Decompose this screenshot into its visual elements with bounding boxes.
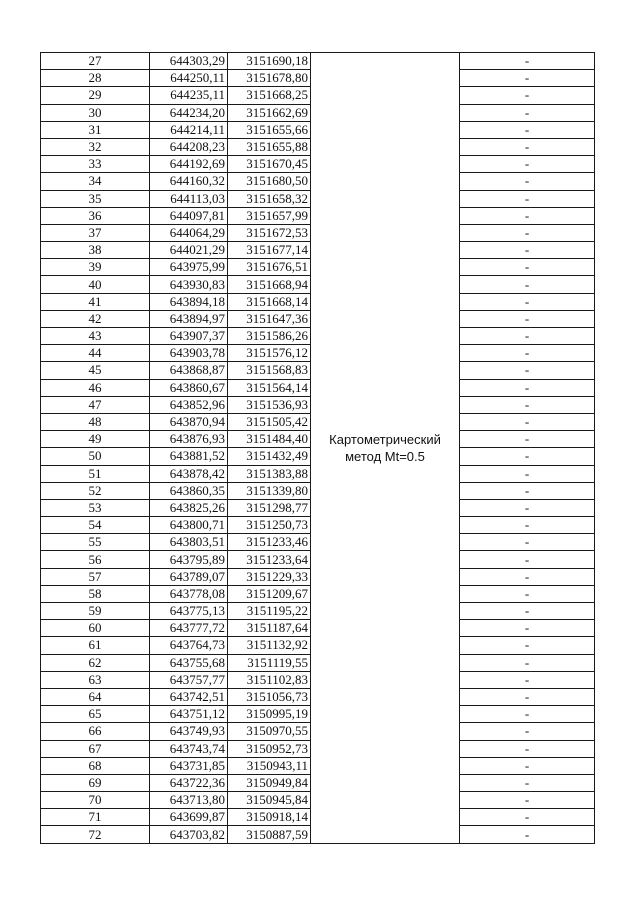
accuracy-cell: - — [460, 224, 595, 241]
accuracy-cell: - — [460, 328, 595, 345]
x-coordinate-cell: 643868,87 — [150, 362, 228, 379]
coordinates-table-body — [41, 53, 595, 844]
y-coordinate-cell: 3151655,66 — [228, 121, 311, 138]
point-number-cell: 57 — [41, 568, 150, 585]
x-coordinate-cell: 643876,93 — [150, 431, 228, 448]
x-coordinate-cell: 644097,81 — [150, 207, 228, 224]
accuracy-cell: - — [460, 156, 595, 173]
y-coordinate-cell: 3151229,33 — [228, 568, 311, 585]
x-coordinate-cell: 644064,29 — [150, 224, 228, 241]
accuracy-cell: - — [460, 207, 595, 224]
y-coordinate-cell: 3150952,73 — [228, 740, 311, 757]
accuracy-cell: - — [460, 482, 595, 499]
y-coordinate-cell: 3151676,51 — [228, 259, 311, 276]
x-coordinate-cell: 643722,36 — [150, 774, 228, 791]
y-coordinate-cell: 3151056,73 — [228, 688, 311, 705]
point-number-cell: 45 — [41, 362, 150, 379]
accuracy-cell: - — [460, 259, 595, 276]
x-coordinate-cell: 643764,73 — [150, 637, 228, 654]
y-coordinate-cell: 3151383,88 — [228, 465, 311, 482]
x-coordinate-cell: 643860,67 — [150, 379, 228, 396]
x-coordinate-cell: 643930,83 — [150, 276, 228, 293]
point-number-cell: 46 — [41, 379, 150, 396]
point-number-cell: 38 — [41, 242, 150, 259]
accuracy-cell: - — [460, 671, 595, 688]
accuracy-cell: - — [460, 138, 595, 155]
accuracy-cell: - — [460, 568, 595, 585]
y-coordinate-cell: 3151432,49 — [228, 448, 311, 465]
point-number-cell: 55 — [41, 534, 150, 551]
x-coordinate-cell: 643742,51 — [150, 688, 228, 705]
point-number-cell: 44 — [41, 345, 150, 362]
point-number-cell: 52 — [41, 482, 150, 499]
x-coordinate-cell: 644113,03 — [150, 190, 228, 207]
x-coordinate-cell: 643777,72 — [150, 620, 228, 637]
y-coordinate-cell: 3151484,40 — [228, 431, 311, 448]
y-coordinate-cell: 3151672,53 — [228, 224, 311, 241]
point-number-cell: 51 — [41, 465, 150, 482]
y-coordinate-cell: 3151209,67 — [228, 585, 311, 602]
point-number-cell: 58 — [41, 585, 150, 602]
y-coordinate-cell: 3151657,99 — [228, 207, 311, 224]
point-number-cell: 56 — [41, 551, 150, 568]
accuracy-cell: - — [460, 637, 595, 654]
point-number-cell: 72 — [41, 826, 150, 843]
point-number-cell: 67 — [41, 740, 150, 757]
point-number-cell: 61 — [41, 637, 150, 654]
point-number-cell: 42 — [41, 310, 150, 327]
y-coordinate-cell: 3151536,93 — [228, 396, 311, 413]
y-coordinate-cell: 3151119,55 — [228, 654, 311, 671]
accuracy-cell: - — [460, 310, 595, 327]
x-coordinate-cell: 643757,77 — [150, 671, 228, 688]
x-coordinate-cell: 643894,18 — [150, 293, 228, 310]
y-coordinate-cell: 3151677,14 — [228, 242, 311, 259]
point-number-cell: 32 — [41, 138, 150, 155]
y-coordinate-cell: 3151564,14 — [228, 379, 311, 396]
x-coordinate-cell: 644021,29 — [150, 242, 228, 259]
y-coordinate-cell: 3150887,59 — [228, 826, 311, 843]
method-cell — [311, 53, 460, 844]
point-number-cell: 70 — [41, 792, 150, 809]
x-coordinate-cell: 643755,68 — [150, 654, 228, 671]
accuracy-cell: - — [460, 413, 595, 430]
accuracy-cell: - — [460, 465, 595, 482]
x-coordinate-cell: 643881,52 — [150, 448, 228, 465]
y-coordinate-cell: 3151647,36 — [228, 310, 311, 327]
accuracy-cell: - — [460, 448, 595, 465]
point-number-cell: 66 — [41, 723, 150, 740]
x-coordinate-cell: 643894,97 — [150, 310, 228, 327]
accuracy-cell: - — [460, 585, 595, 602]
accuracy-cell: - — [460, 774, 595, 791]
x-coordinate-cell: 643743,74 — [150, 740, 228, 757]
x-coordinate-cell: 643713,80 — [150, 792, 228, 809]
x-coordinate-cell: 643795,89 — [150, 551, 228, 568]
point-number-cell: 63 — [41, 671, 150, 688]
x-coordinate-cell: 644234,20 — [150, 104, 228, 121]
accuracy-cell: - — [460, 345, 595, 362]
point-number-cell: 31 — [41, 121, 150, 138]
accuracy-cell: - — [460, 362, 595, 379]
accuracy-cell: - — [460, 53, 595, 70]
x-coordinate-cell: 643860,35 — [150, 482, 228, 499]
accuracy-cell: - — [460, 87, 595, 104]
x-coordinate-cell: 644214,11 — [150, 121, 228, 138]
x-coordinate-cell: 644192,69 — [150, 156, 228, 173]
x-coordinate-cell: 644235,11 — [150, 87, 228, 104]
x-coordinate-cell: 644250,11 — [150, 70, 228, 87]
y-coordinate-cell: 3150945,84 — [228, 792, 311, 809]
method-label-line2: метод Mt=0.5 — [345, 448, 425, 464]
x-coordinate-cell: 643703,82 — [150, 826, 228, 843]
accuracy-cell: - — [460, 70, 595, 87]
point-number-cell: 49 — [41, 431, 150, 448]
point-number-cell: 69 — [41, 774, 150, 791]
y-coordinate-cell: 3151658,32 — [228, 190, 311, 207]
x-coordinate-cell: 643731,85 — [150, 757, 228, 774]
y-coordinate-cell: 3151662,69 — [228, 104, 311, 121]
y-coordinate-cell: 3151233,64 — [228, 551, 311, 568]
point-number-cell: 62 — [41, 654, 150, 671]
x-coordinate-cell: 643800,71 — [150, 517, 228, 534]
y-coordinate-cell: 3151678,80 — [228, 70, 311, 87]
x-coordinate-cell: 643907,37 — [150, 328, 228, 345]
point-number-cell: 71 — [41, 809, 150, 826]
point-number-cell: 59 — [41, 603, 150, 620]
x-coordinate-cell: 643852,96 — [150, 396, 228, 413]
y-coordinate-cell: 3151670,45 — [228, 156, 311, 173]
point-number-cell: 50 — [41, 448, 150, 465]
point-number-cell: 40 — [41, 276, 150, 293]
accuracy-cell: - — [460, 242, 595, 259]
accuracy-cell: - — [460, 276, 595, 293]
point-number-cell: 53 — [41, 499, 150, 516]
accuracy-cell: - — [460, 517, 595, 534]
accuracy-cell: - — [460, 723, 595, 740]
x-coordinate-cell: 643749,93 — [150, 723, 228, 740]
point-number-cell: 30 — [41, 104, 150, 121]
y-coordinate-cell: 3151668,14 — [228, 293, 311, 310]
y-coordinate-cell: 3150918,14 — [228, 809, 311, 826]
y-coordinate-cell: 3150970,55 — [228, 723, 311, 740]
point-number-cell: 39 — [41, 259, 150, 276]
x-coordinate-cell: 643775,13 — [150, 603, 228, 620]
accuracy-cell: - — [460, 688, 595, 705]
accuracy-cell: - — [460, 499, 595, 516]
accuracy-cell: - — [460, 534, 595, 551]
accuracy-cell: - — [460, 431, 595, 448]
x-coordinate-cell: 643825,26 — [150, 499, 228, 516]
y-coordinate-cell: 3151655,88 — [228, 138, 311, 155]
x-coordinate-cell: 643751,12 — [150, 706, 228, 723]
accuracy-cell: - — [460, 551, 595, 568]
accuracy-cell: - — [460, 190, 595, 207]
y-coordinate-cell: 3150949,84 — [228, 774, 311, 791]
x-coordinate-cell: 643903,78 — [150, 345, 228, 362]
point-number-cell: 28 — [41, 70, 150, 87]
point-number-cell: 60 — [41, 620, 150, 637]
y-coordinate-cell: 3151568,83 — [228, 362, 311, 379]
y-coordinate-cell: 3151668,25 — [228, 87, 311, 104]
accuracy-cell: - — [460, 826, 595, 843]
point-number-cell: 41 — [41, 293, 150, 310]
y-coordinate-cell: 3151132,92 — [228, 637, 311, 654]
point-number-cell: 48 — [41, 413, 150, 430]
accuracy-cell: - — [460, 740, 595, 757]
coordinates-table — [40, 52, 595, 844]
accuracy-cell: - — [460, 104, 595, 121]
x-coordinate-cell: 643975,99 — [150, 259, 228, 276]
y-coordinate-cell: 3151195,22 — [228, 603, 311, 620]
point-number-cell: 43 — [41, 328, 150, 345]
accuracy-cell: - — [460, 654, 595, 671]
y-coordinate-cell: 3151187,64 — [228, 620, 311, 637]
point-number-cell: 37 — [41, 224, 150, 241]
y-coordinate-cell: 3151102,83 — [228, 671, 311, 688]
y-coordinate-cell: 3151233,46 — [228, 534, 311, 551]
point-number-cell: 64 — [41, 688, 150, 705]
point-number-cell: 36 — [41, 207, 150, 224]
x-coordinate-cell: 643878,42 — [150, 465, 228, 482]
accuracy-cell: - — [460, 792, 595, 809]
accuracy-cell: - — [460, 603, 595, 620]
y-coordinate-cell: 3150943,11 — [228, 757, 311, 774]
point-number-cell: 68 — [41, 757, 150, 774]
table-row — [41, 53, 595, 70]
method-label-line1: Картометрический — [329, 431, 441, 447]
x-coordinate-cell: 643803,51 — [150, 534, 228, 551]
point-number-cell: 35 — [41, 190, 150, 207]
x-coordinate-cell: 643870,94 — [150, 413, 228, 430]
accuracy-cell: - — [460, 706, 595, 723]
y-coordinate-cell: 3151250,73 — [228, 517, 311, 534]
accuracy-cell: - — [460, 757, 595, 774]
accuracy-cell: - — [460, 379, 595, 396]
x-coordinate-cell: 643789,07 — [150, 568, 228, 585]
accuracy-cell: - — [460, 293, 595, 310]
y-coordinate-cell: 3151576,12 — [228, 345, 311, 362]
point-number-cell: 54 — [41, 517, 150, 534]
accuracy-cell: - — [460, 396, 595, 413]
point-number-cell: 33 — [41, 156, 150, 173]
y-coordinate-cell: 3151680,50 — [228, 173, 311, 190]
y-coordinate-cell: 3151339,80 — [228, 482, 311, 499]
point-number-cell: 47 — [41, 396, 150, 413]
y-coordinate-cell: 3151668,94 — [228, 276, 311, 293]
accuracy-cell: - — [460, 809, 595, 826]
y-coordinate-cell: 3151690,18 — [228, 53, 311, 70]
y-coordinate-cell: 3150995,19 — [228, 706, 311, 723]
point-number-cell: 27 — [41, 53, 150, 70]
accuracy-cell: - — [460, 620, 595, 637]
x-coordinate-cell: 644303,29 — [150, 53, 228, 70]
x-coordinate-cell: 643778,08 — [150, 585, 228, 602]
point-number-cell: 29 — [41, 87, 150, 104]
accuracy-cell: - — [460, 121, 595, 138]
y-coordinate-cell: 3151586,26 — [228, 328, 311, 345]
y-coordinate-cell: 3151505,42 — [228, 413, 311, 430]
y-coordinate-cell: 3151298,77 — [228, 499, 311, 516]
x-coordinate-cell: 643699,87 — [150, 809, 228, 826]
accuracy-cell: - — [460, 173, 595, 190]
x-coordinate-cell: 644208,23 — [150, 138, 228, 155]
point-number-cell: 65 — [41, 706, 150, 723]
point-number-cell: 34 — [41, 173, 150, 190]
x-coordinate-cell: 644160,32 — [150, 173, 228, 190]
